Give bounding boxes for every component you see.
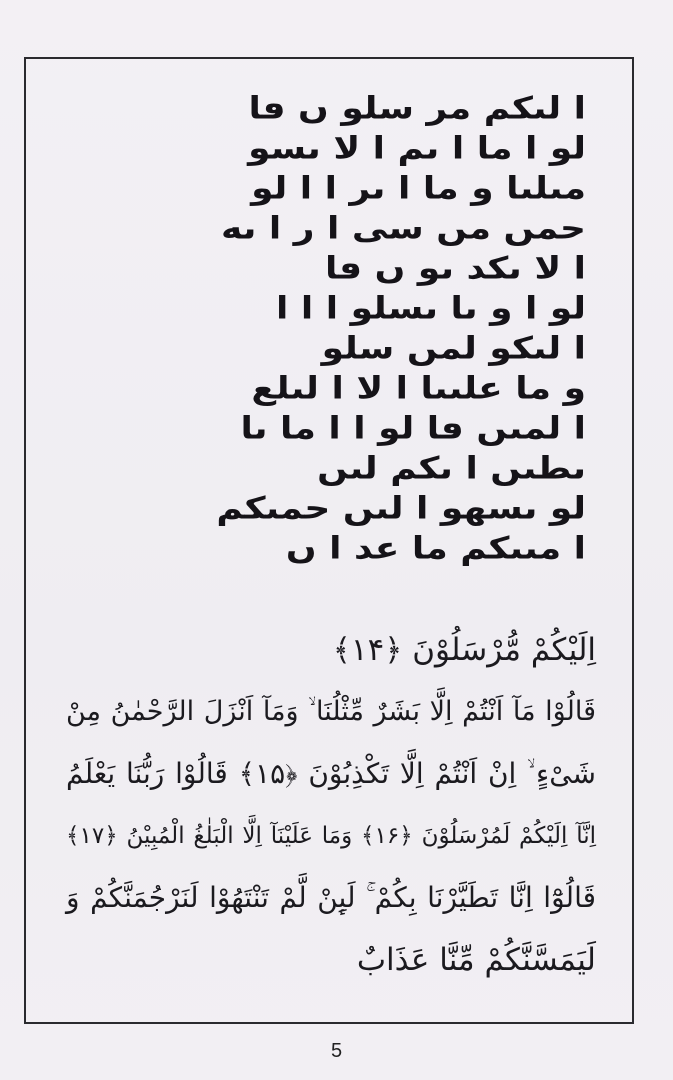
kufic-line: ا لىكم مر سلو ں ڡا bbox=[248, 91, 586, 126]
kufic-line: ىطىں ا ىكم لىں bbox=[317, 451, 586, 486]
naskh-script-block bbox=[66, 619, 596, 991]
verse-line: قَالُوْا مَآ اَنْتُمْ اِلَّا بَشَرٌ مِّثْلُنَا ۙ وَمَآ اَنْزَلَ الرَّحْمٰنُ مِنْ bbox=[66, 696, 596, 727]
kufic-line: ا مىىكم ما عد ا ں bbox=[285, 531, 586, 566]
kufic-line: ا لىكو لمں سلو bbox=[321, 331, 586, 366]
kufic-line: لو ا و ىا ىسلو ا ا ا bbox=[275, 291, 586, 326]
text-frame bbox=[24, 57, 634, 1024]
page-number: 5 bbox=[330, 1040, 343, 1062]
kufic-line: لو ا ما ا ىم ا لا ىسو bbox=[248, 131, 586, 166]
verse-line: اِلَيْكُمْ مُّرْسَلُوْنَ ﴿۱۴﴾ bbox=[332, 632, 596, 668]
kufic-line: حمں مں سى ا ر ا ىه bbox=[221, 211, 586, 246]
verse-line: اِنَّآ اِلَيْكُمْ لَمُرْسَلُوْنَ ﴿۱۶﴾ وَمَا عَلَيْنَآ اِلَّا الْبَلٰغُ الْمُبِيْنُ ﴿۱۷﴾ bbox=[66, 823, 597, 849]
verse-line: لَيَمَسَّنَّكُمْ مِّنَّا عَذَابٌ bbox=[356, 942, 596, 978]
kufic-line: ا لا ىكد ىو ں ڡا bbox=[325, 251, 586, 286]
kufic-line: لو ىسهو ا لىں حمىكم bbox=[216, 491, 586, 526]
kufic-line: ا لمىں ڡا لو ا ا ما ىا bbox=[240, 411, 586, 446]
kufic-line: و ما علىىا ا لا ا لىلع bbox=[251, 371, 586, 406]
kufic-line: مىلىا و ما ا ىر ا ا لو bbox=[251, 171, 586, 206]
verse-line: قَالُوْٓا اِنَّا تَطَيَّرْنَا بِكُمْ ۚ لَىِٕنْ لَّمْ تَنْتَهُوْا لَنَرْجُمَنَّكُمْ وَ bbox=[66, 881, 596, 914]
kufic-script-block bbox=[96, 89, 586, 589]
verse-line: شَیْءٍ ۙ اِنْ اَنْتُمْ اِلَّا تَكْذِبُوْنَ ﴿۱۵﴾ قَالُوْا رَبُّنَا يَعْلَمُ bbox=[66, 757, 596, 790]
